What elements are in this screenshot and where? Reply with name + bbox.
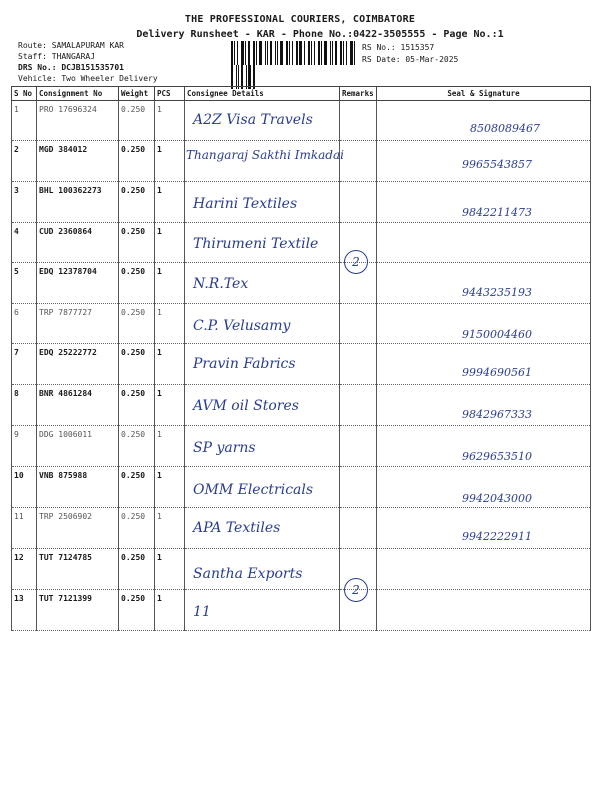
pcs-value: 1 xyxy=(155,182,185,223)
handwritten-phone: 9842967333 xyxy=(462,408,532,421)
weight-value: 0.250 xyxy=(119,385,155,426)
row-sno: 3 xyxy=(12,182,37,223)
row-sno: 5 xyxy=(12,263,37,304)
barcode-bar xyxy=(280,41,283,65)
row-sno: 13 xyxy=(12,590,37,631)
barcode-bar xyxy=(270,41,272,65)
pcs-value: 1 xyxy=(155,304,185,344)
barcode-bar xyxy=(304,41,305,65)
barcode-bar xyxy=(248,41,250,65)
vehicle-label: Vehicle: Two Wheeler Delivery xyxy=(18,74,158,83)
handwritten-phone: 9965543857 xyxy=(462,158,532,171)
barcode-bar xyxy=(289,41,290,65)
barcode-bar xyxy=(354,41,355,65)
row-sno: 7 xyxy=(12,344,37,385)
barcode-bar xyxy=(346,41,347,65)
consignment-number: DDG 1006011 xyxy=(37,426,119,467)
row-sno: 4 xyxy=(12,223,37,263)
handwritten-phone: 9443235193 xyxy=(462,286,532,299)
barcode-bar xyxy=(241,41,244,65)
weight-value: 0.250 xyxy=(119,549,155,590)
handwritten-phone: 9942043000 xyxy=(462,492,532,505)
barcode-bar xyxy=(318,41,320,65)
barcode-bar xyxy=(234,41,235,65)
barcode-bar xyxy=(265,41,266,65)
consignment-number: BNR 4861284 xyxy=(37,385,119,426)
col-sno: S No xyxy=(12,87,37,101)
pcs-value: 1 xyxy=(155,344,185,385)
handwritten-phone: 9942222911 xyxy=(462,530,532,543)
table-row xyxy=(12,590,591,631)
barcode-bar xyxy=(314,41,315,65)
pcs-value: 1 xyxy=(155,385,185,426)
barcode-bar xyxy=(311,41,312,65)
handwritten-consignee: Harini Textiles xyxy=(193,196,298,212)
weight-value: 0.250 xyxy=(119,467,155,508)
remarks-cell xyxy=(340,141,377,182)
rs-date: RS Date: 05-Mar-2025 xyxy=(362,55,459,64)
barcode-bar xyxy=(340,41,342,65)
barcode-bar xyxy=(299,41,302,65)
row-sno: 6 xyxy=(12,304,37,344)
weight-value: 0.250 xyxy=(119,590,155,631)
handwritten-consignee: C.P. Velusamy xyxy=(193,318,291,334)
barcode-bar xyxy=(321,41,322,65)
barcode-bar xyxy=(332,41,333,65)
barcode-bar xyxy=(275,41,276,65)
weight-value: 0.250 xyxy=(119,223,155,263)
barcode-bar xyxy=(324,41,327,65)
pcs-value: 1 xyxy=(155,590,185,631)
pcs-value: 1 xyxy=(155,426,185,467)
consignment-number: MGD 384012 xyxy=(37,141,119,182)
signature-cell xyxy=(377,223,591,263)
pcs-value: 1 xyxy=(155,141,185,182)
weight-value: 0.250 xyxy=(119,344,155,385)
drs-number: DRS No.: DCJB151535701 xyxy=(18,63,124,72)
handwritten-phone: 9842211473 xyxy=(462,206,532,219)
consignment-number: TUT 7121399 xyxy=(37,590,119,631)
remarks-cell xyxy=(340,182,377,223)
consignment-number: TRP 2506902 xyxy=(37,508,119,549)
pcs-value: 1 xyxy=(155,223,185,263)
pcs-value: 1 xyxy=(155,101,185,141)
handwritten-consignee: Santha Exports xyxy=(193,566,303,582)
remarks-cell xyxy=(340,426,377,467)
remarks-cell xyxy=(340,344,377,385)
row-sno: 10 xyxy=(12,467,37,508)
handwritten-phone: 8508089467 xyxy=(470,122,540,135)
remarks-cell xyxy=(340,304,377,344)
handwritten-consignee: OMM Electricals xyxy=(193,482,314,498)
handwritten-phone: 9629653510 xyxy=(462,450,532,463)
remarks-cell xyxy=(340,385,377,426)
pcs-value: 1 xyxy=(155,549,185,590)
signature-cell xyxy=(377,549,591,590)
row-sno: 11 xyxy=(12,508,37,549)
barcode-bar xyxy=(259,41,262,65)
row-sno: 12 xyxy=(12,549,37,590)
barcode-bar xyxy=(277,41,278,65)
barcode-bar xyxy=(335,41,337,65)
col-consignee: Consignee Details xyxy=(185,87,340,101)
consignment-number: BHL 100362273 xyxy=(37,182,119,223)
handwritten-consignee: Pravin Fabrics xyxy=(193,356,296,372)
handwritten-phone: 9994690561 xyxy=(462,366,532,379)
consignment-number: EDQ 25222772 xyxy=(37,344,119,385)
handwritten-consignee: N.R.Tex xyxy=(193,276,249,292)
weight-value: 0.250 xyxy=(119,426,155,467)
col-pcs: PCS xyxy=(155,87,185,101)
barcode-bar xyxy=(330,41,331,65)
route-label: Route: SAMALAPURAM KAR xyxy=(18,41,124,50)
row-sno: 2 xyxy=(12,141,37,182)
barcode-bar xyxy=(343,41,344,65)
consignment-number: VNB 875988 xyxy=(37,467,119,508)
remarks-cell xyxy=(340,101,377,141)
barcode-bar xyxy=(237,41,238,65)
consignment-number: CUD 2360864 xyxy=(37,223,119,263)
row-sno: 8 xyxy=(12,385,37,426)
pcs-value: 1 xyxy=(155,467,185,508)
barcode-bar xyxy=(245,41,246,65)
barcode-bar xyxy=(308,41,310,65)
rs-number: RS No.: 1515357 xyxy=(362,43,435,52)
company-title: THE PROFESSIONAL COURIERS, COIMBATORE xyxy=(184,14,416,25)
weight-value: 0.250 xyxy=(119,508,155,549)
barcode-bar xyxy=(256,41,257,65)
consignment-number: PRO 17696324 xyxy=(37,101,119,141)
table-header xyxy=(12,87,591,101)
weight-value: 0.250 xyxy=(119,304,155,344)
weight-value: 0.250 xyxy=(119,263,155,304)
col-signature: Seal & Signature xyxy=(377,87,591,101)
handwritten-phone: 9150004460 xyxy=(462,328,532,341)
staff-label: Staff: THANGARAJ xyxy=(18,52,96,61)
barcode-bar xyxy=(350,41,353,65)
signature-cell xyxy=(377,590,591,631)
col-remarks: Remarks xyxy=(340,87,377,101)
weight-value: 0.250 xyxy=(119,141,155,182)
handwritten-consignee: Thangaraj Sakthi Imkadai xyxy=(186,148,344,162)
col-consignment: Consignment No xyxy=(37,87,119,101)
handwritten-consignee: Thirumeni Textile xyxy=(193,236,319,252)
handwritten-consignee: APA Textiles xyxy=(193,520,281,536)
barcode-bar xyxy=(286,41,288,65)
pcs-value: 1 xyxy=(155,508,185,549)
barcode-bar xyxy=(296,41,298,65)
handwritten-consignee: AVM oil Stores xyxy=(193,398,299,414)
weight-value: 0.250 xyxy=(119,182,155,223)
pcs-value: 1 xyxy=(155,263,185,304)
consignment-number: TUT 7124785 xyxy=(37,549,119,590)
row-sno: 1 xyxy=(12,101,37,141)
handwritten-consignee: 11 xyxy=(193,604,211,620)
barcode-bar xyxy=(292,41,293,65)
runsheet-subtitle: Delivery Runsheet - KAR - Phone No.:0422-3505555 - Page No.:1 xyxy=(136,29,504,40)
consignment-number: TRP 7877727 xyxy=(37,304,119,344)
remarks-cell xyxy=(340,467,377,508)
barcode-bar xyxy=(253,41,255,65)
remarks-cell xyxy=(340,508,377,549)
remarks-mark: 2 xyxy=(344,578,368,602)
barcode-bar xyxy=(267,41,268,65)
handwritten-consignee: SP yarns xyxy=(193,440,256,456)
col-weight: Weight xyxy=(119,87,155,101)
row-sno: 9 xyxy=(12,426,37,467)
consignment-number: EDQ 12378704 xyxy=(37,263,119,304)
barcode xyxy=(231,41,359,65)
handwritten-consignee: A2Z Visa Travels xyxy=(193,112,313,128)
barcode-bar xyxy=(231,41,233,65)
remarks-mark: 2 xyxy=(344,250,368,274)
weight-value: 0.250 xyxy=(119,101,155,141)
